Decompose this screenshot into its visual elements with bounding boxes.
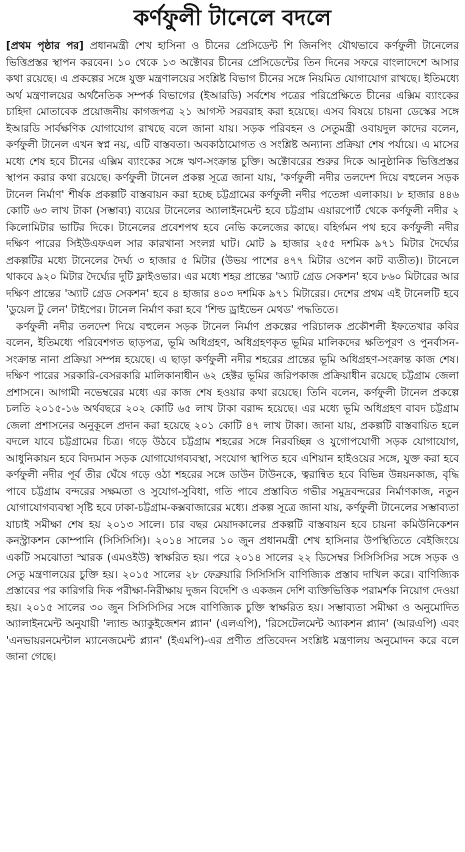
article-body [6,38,459,850]
article-paragraph-1 [6,38,459,319]
article-paragraph-2: কর্ণফুলী নদীর তলদেশ দিয়ে বহুলেন সড়ক টানেল নির্মাণ প্রকল্পের পরিচালক প্রকৌশলী ইফতেখার কবির বলেন, ইতিমধ্যে পরিবেশগত ছাড়পত্র, ভূমি অধিগ্রহণ, অধিগ্রহণকৃত ভূমির মালিকদের ক্ষতিপূরণ ও পুনর্বাসন-সংক্রান্ত নানা প্রক্রিয়া সম্পন্ন হয়েছে। এ ছাড়া কর্ণফুলী নদীর শহরের প্রান্তের ভূমি অধিগ্রহণ-সংক্রান্ত কাজ শেষ। দক্ষিণ পারের সরকারি-বেসরকারি মালিকানাধীন ৬২ হেক্টর ভূমির জরিপকাজ প্রক্রিয়াধীন রয়েছে চট্টগ্রাম জেলা প্রশাসনে। আগামী নভেম্বরের মধ্যে এর কাজ শেষ হওয়ার কথা রয়েছে। তিনি বলেন, কর্ণফুলী টানেল প্রকল্পে চলতি ২০১৫-১৬ অর্থবছরে ২০২ কোটি ৬৫ লাখ টাকা বরাদ্দ হয়েছে। এর মধ্যে ভূমি অধিগ্রহণ বাবদ চট্টগ্রাম জেলা প্রশাসনের অনুকূলে প্রদান করা হয়েছে ২০১ কোটি ৪৭ লাখ টাকা। জানা যায়, প্রকল্পটি বাস্তবায়িত হলে বদলে যাবে চট্টগ্রামের চিত্র। গড়ে উঠবে চট্টগ্রাম শহরের সঙ্গে নিরবচ্ছিন্ন ও যুগোপযোগী সড়ক যোগাযোগ, আধুনিকায়ন হবে বিদ্যমান সড়ক যোগাযোগব্যবস্থা, সংযোগ স্থাপিত হবে এশিয়ান হাইওয়ের সঙ্গে, যুক্ত করা হবে কর্ণফুলী নদীর পূর্ব তীর ঘেঁষে গড়ে ওঠা শহরের সঙ্গে ডাউন টাউনকে, ত্বরান্বিত হবে বিভিন্ন উন্নয়নকাজ, বৃদ্ধি পাবে চট্টগ্রাম বন্দরের সক্ষমতা ও সুযোগ-সুবিধা, গতি পাবে প্রস্তাবিত গভীর সমুদ্রবন্দরের নির্মাণকাজ, নতুন যোগাযোগব্যবস্থা সৃষ্টি হবে ঢাকা-চট্টগ্রাম-কক্সবাজারের মধ্যে। প্রকল্প সূত্রে জানা যায়, কর্ণফুলী টানেলের সম্ভাব্যতা যাচাই সমীক্ষা শেষ হয় ২০১৩ সালে। চার বছর মেয়াদকালের প্রকল্পটি বাস্তবায়ন হবে চায়না কমিউনিকেশন কনস্ট্রাকশন কোম্পানি (সিসিসিসি)। ২০১৪ সালের ১০ জুন প্রধানমন্ত্রী শেখ হাসিনার উপস্থিতিতে বেইজিংয়ে একটি সমঝোতা স্মারক (এমওইউ) স্বাক্ষরিত হয়। পরে ২০১৪ সালের ২২ ডিসেম্বর সিসিসিসির সঙ্গে সড়ক ও সেতু মন্ত্রণালয়ের চুক্তি হয়। ২০১৫ সালের ২৮ ফেব্রুয়ারি সিসিসিসি বাণিজ্যিক প্রস্তাব দাখিল করে। বাণিজ্যিক প্রস্তাবের পর কারিগরি দিক পরীক্ষা-নিরীক্ষায় দুজন বিদেশি ও একজন দেশি ব্যক্তিভিত্তিক পরামর্শক নিয়োগ দেওয়া হয়। ২০১৫ সালের ৩০ জুন সিসিসিসির সঙ্গে বাণিজ্যিক চুক্তি স্বাক্ষরিত হয়। সম্ভাব্যতা সমীক্ষা ও অনুমোদিত অ্যালাইনমেন্ট অনুযায়ী 'ল্যান্ড অ্যাকুইজেশন প্ল্যান' (এলএপি), 'রিসেটেলমেন্ট অ্যাকশন প্ল্যান' (আরএপি) এবং 'এনভায়রনমেন্টাল ম্যানেজমেন্ট প্ল্যান' (ইএমপি)-এর প্রণীত প্রতিবেদন সংশ্লিষ্ট মন্ত্রণালয় অনুমোদন করে বলে জানা গেছে। [6,320,459,664]
paragraph-1-text: প্রধানমন্ত্রী শেখ হাসিনা ও চীনের প্রেসিডেন্ট শি জিনপিং যৌথভাবে কর্ণফুলী টানেলের ভিত্তিপ্রস্তর স্থাপন করবেন। ১০ থেকে ১৩ অক্টোবর চীনের প্রেসিডেন্টের তিন দিনের সফরে বাংলাদেশে আসার কথা রয়েছে। এ প্রকল্পের সঙ্গে যুক্ত মন্ত্রণালয়ের সংশ্লিষ্ট বিভাগ চীনের সঙ্গে নিয়মিত যোগাযোগ রাখছে। ইতিমধ্যে অর্থ মন্ত্রণালয়ের অর্থনৈতিক সম্পর্ক বিভাগের (ইআরডি) সর্বশেষ পত্রের পরিপ্রেক্ষিতে চীনের এক্সিম ব্যাংকের চাহিদা মোতাবেক প্রয়োজনীয় কাগজপত্র ২১ আগস্ট সরবরাহ করা হয়েছে। এসব বিষয়ে চায়না ডেস্কের সঙ্গে ইআরডি সার্বক্ষণিক যোগাযোগ রাখছে বলে জানা যায়। সড়ক পরিবহন ও সেতুমন্ত্রী ওবায়দুল কাদের বলেন, কর্ণফুলী টানেল এখন স্বপ্ন নয়, এটি বাস্তবতা। অবকাঠামোগত ও সংশ্লিষ্ট অন্যান্য প্রক্রিয়া শেষ পর্যায়ে। এ মাসের মধ্যে শেষ হবে চীনের এক্সিম ব্যাংকের সঙ্গে ঋণ-সংক্রান্ত চুক্তি। অক্টোবরের শুরুর দিকে আনুষ্ঠানিক ভিত্তিপ্রস্তর স্থাপন করার কথা রয়েছে। কর্ণফুলী টানেল প্রকল্প সূত্রে জানা যায়, 'কর্ণফুলী নদীর তলদেশ দিয়ে বহুলেন সড়ক টানেল নির্মাণ' শীর্ষক প্রকল্পটি বাস্তবায়ন করা হচ্ছে চট্টগ্রামের কর্ণফুলী নদীর পতেঙ্গা এলাকায়। ৮ হাজার ৪৪৬ কোটি ৬৩ লাখ টাকা (সম্ভাব্য) ব্যয়ের টানেলের অ্যালাইনমেন্ট হবে চট্টগ্রাম এয়ারপোর্ট থেকে কর্ণফুলী নদীর ২ কিলোমিটার ভাটির দিকে। টানেলের প্রবেশপথ হবে নেভি কলেজের কাছে। বহির্গমন পথ হবে কর্ণফুলী নদীর দক্ষিণ পারের সিইউএফএল সার কারখানা সংলগ্ন ঘাট। মোট ৯ হাজার ২৫৫ দশমিক ৯৭১ মিটার দৈর্ঘ্যের প্রকল্পটির মধ্যে টানেলের দৈর্ঘ্য ৩ হাজার ৫ মিটার (উভয় পাশের ৪৭৭ মিটার ওপেন কাট ব্যতীত)। টানেলে থাকবে ৯২০ মিটার দৈর্ঘ্যের দুটি ফ্লাইওভার। এর মধ্যে শহর প্রান্তের 'অ্যাট গ্রেড সেকশন' হবে ৮৬০ মিটারের আর দক্ষিণ প্রান্তের 'অ্যাট গ্রেড সেকশন' হবে ৪ হাজার ৪০৩ দশমিক ৯৭১ মিটারের। দেশের প্রথম এই টানেলটি হবে 'ডুয়েল টু লেন' টাইপের। টানেল নির্মাণ করা হবে 'শিল্ড ড্রাইভেন মেথড' পদ্ধতিতে। [6,40,459,317]
continuation-label: [প্রথম পৃষ্ঠার পর] [6,40,84,52]
article-headline: কর্ণফুলী টানেলে বদলে [133,6,332,31]
